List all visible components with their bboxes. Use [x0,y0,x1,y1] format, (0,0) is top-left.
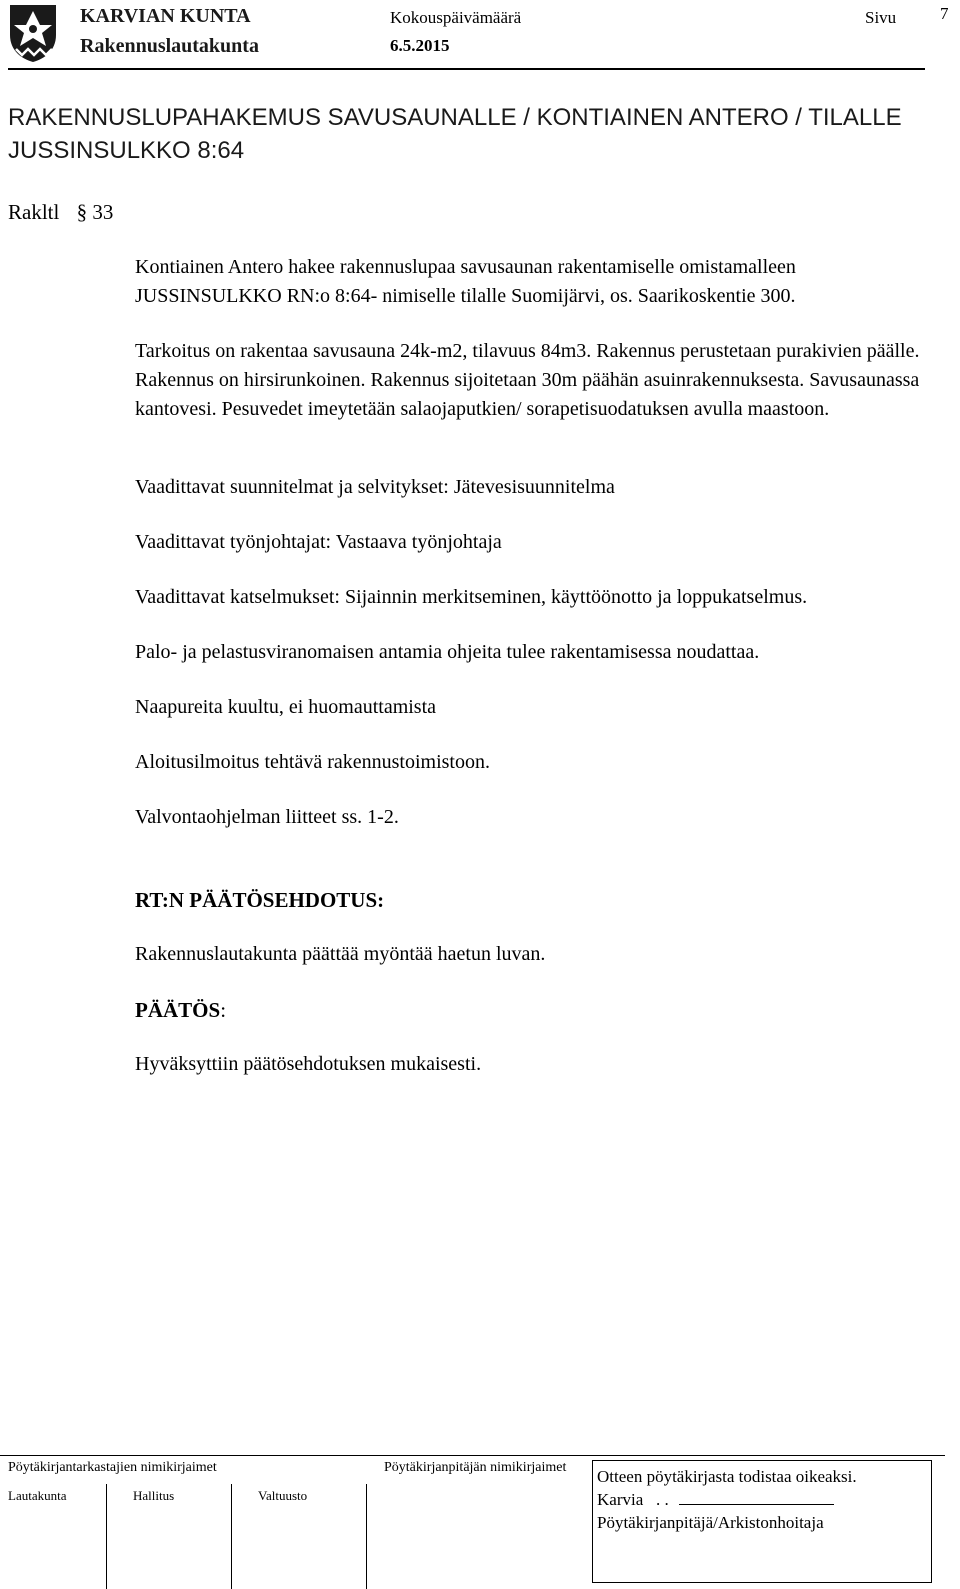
secretary-initials-label: Pöytäkirjanpitäjän nimikirjaimet [384,1460,567,1475]
municipal-coat-of-arms-icon [8,3,58,63]
column-board: Lautakunta [8,1488,67,1503]
municipality-name: KARVIAN KUNTA [80,5,251,27]
signature-line [679,1490,834,1505]
inspectors-initials-label: Pöytäkirjantarkastajien nimikirjaimet [8,1460,217,1475]
proposal-heading: RT:N PÄÄTÖSEHDOTUS: [135,888,385,912]
column-council: Valtuusto [258,1488,308,1503]
document-title: RAKENNUSLUPAHAKEMUS SAVUSAUNALLE / KONTIAINEN ANTERO / TILALLE JUSSINSULKKO 8:64 [8,104,902,164]
description-paragraph [135,337,935,424]
footer-column-divider [231,1484,232,1589]
proposal-text: Rakennuslautakunta päättää myöntää haetun luvan. [135,943,546,965]
fire-rescue-note: Palo- ja pelastusviranomaisen antamia ohjeita tulee rakentamisessa noudattaa. [135,641,760,663]
required-inspections: Vaadittavat katselmukset: Sijainnin merkitseminen, käyttöönotto ja loppukatselmus. [135,586,808,608]
footer-column-divider [366,1484,367,1589]
paragraph-text: Tarkoitus on rakentaa savusauna 24k-m2, tilavuus 84m3. Rakennus perustetaan purakivien päälle. Rakennus on hirsirunkoinen. Rakennus sijoitetaan 30m päähän asuinrakennuksesta. Savusaunassa kantovesi. Pesuvedet imeytetään salaojaputkien/ sorapetisuodatuksen avulla maastoon. [135,340,920,420]
footer-column-divider [106,1484,107,1589]
decision-heading-colon: : [220,998,227,1022]
certification-place-line [597,1488,931,1511]
section-reference [8,200,113,225]
footer-divider [0,1455,945,1456]
section-symbol: § [76,200,88,224]
certification-place: Karvia [597,1490,644,1509]
neighbours-note: Naapureita kuultu, ei huomauttamista [135,696,437,718]
page-number: 7 [940,4,949,23]
start-notice: Aloitusilmoitus tehtävä rakennustoimistoon. [135,751,490,773]
decision-heading-text: PÄÄTÖS [135,998,221,1022]
decision-text: Hyväksyttiin päätösehdotuksen mukaisesti. [135,1053,482,1075]
certification-date-dots: . . [656,1490,669,1509]
certification-signer: Pöytäkirjanpitäjä/Arkistonhoitaja [597,1513,824,1532]
meeting-date-value: 6.5.2015 [390,36,450,55]
page-label: Sivu [865,8,897,27]
section-label: Rakltl [8,200,60,224]
attachments-note: Valvontaohjelman liitteet ss. 1-2. [135,806,399,828]
required-supervisors: Vaadittavat työnjohtajat: Vastaava työnjohtaja [135,531,502,553]
board-name: Rakennuslautakunta [80,35,259,57]
meeting-date-label: Kokouspäivämäärä [390,8,522,27]
required-plans: Vaadittavat suunnitelmat ja selvitykset: Jätevesisuunnitelma [135,476,615,498]
decision-heading [135,998,226,1023]
paragraph-text: Kontiainen Antero hakee rakennuslupaa savusaunan rakentamiselle omistamalleen JUSSINSULKKO RN:o 8:64- nimiselle tilalle Suomijärvi, os. Saarikoskentie 300. [135,256,796,307]
certification-box [592,1460,932,1583]
header-divider [8,68,925,70]
section-number: 33 [92,200,114,224]
column-government: Hallitus [133,1488,175,1503]
certification-statement: Otteen pöytäkirjasta todistaa oikeaksi. [597,1467,857,1486]
application-paragraph [135,253,935,311]
